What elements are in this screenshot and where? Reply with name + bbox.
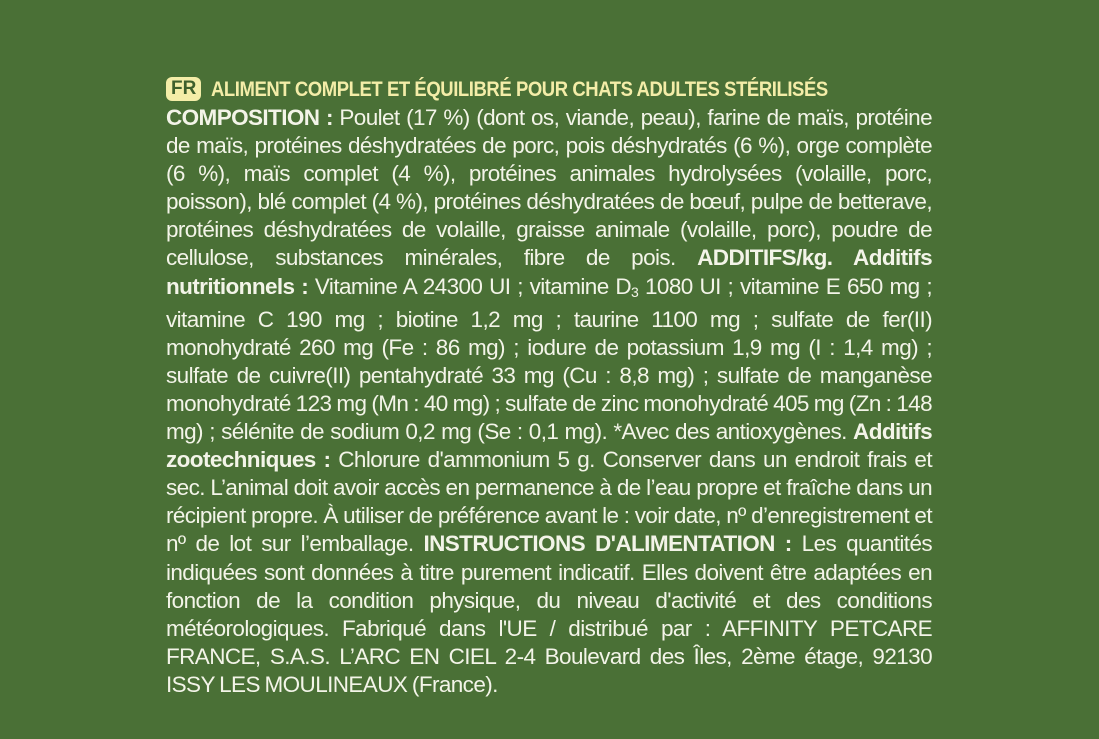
label-body — [166, 104, 932, 699]
additifs-text-rest: 1080 UI ; vitamine E 650 mg ; vitamine C 190 mg ; biotine 1,2 mg ; taurine 1100 mg ; sulfate de fer(II) monohydraté 260 mg (Fe : 86 mg) ; iodure de potassium 1,9 mg (I : 1,4 mg) ; sulfate de cuivre(II) pentahydraté 33 mg (Cu : 8,8 mg) ; sulfate de manganèse monohydraté 123 mg (Mn : 40 mg) ; sulfate de zinc monohydraté 405 mg (Zn : 148 mg) ; sélénite de sodium 0,2 mg (Se : 0,1 mg). *Avec des antioxygènes. — [166, 273, 932, 445]
product-title: ALIMENT COMPLET ET ÉQUILIBRÉ POUR CHATS ADULTES STÉRILISÉS — [211, 76, 829, 101]
label-header — [166, 74, 932, 104]
product-label — [166, 74, 932, 699]
zootechniques-text: Chlorure d'ammonium 5 g. Conserver dans un endroit frais et sec. L’animal doit avoir accès en permanence à de l’eau propre et fraîche dans un récipient propre. À utiliser de préférence avant le : voir date, nº d’enregistrement et nº de lot sur l’emballage. — [166, 447, 932, 557]
instructions-text: Les quantités indiquées sont données à titre purement indicatif. Elles doivent être adaptées en fonction de la condition physique, du niveau d'activité et des conditions météorologiques. Fabriqué dans l'UE / distribué par : AFFINITY PETCARE FRANCE, S.A.S. L’ARC EN CIEL 2-4 Boulevard des Îles, 2ème étage, 92130 ISSY LES MOULINEAUX (France). — [166, 531, 933, 697]
vitamin-d-subscript: 3 — [631, 283, 639, 300]
additifs-text-start: Vitamine A 24300 UI ; vitamine D — [308, 273, 632, 299]
additifs-heading: ADDITIFS/kg. Additifs nutritionnels : — [166, 245, 932, 299]
composition-text: Poulet (17 %) (dont os, viande, peau), farine de maïs, protéine de maïs, protéines déshydratées de porc, pois déshydratés (6 %), orge complète (6 %), maïs complet (4 %), protéines animales hydrolysées (volaille, porc, poisson), blé complet (4 %), protéines déshydratées de bœuf, pulpe de betterave, protéines déshydratées de volaille, graisse animale (volaille, porc), poudre de cellulose, substances minérales, fibre de pois. — [166, 105, 932, 271]
language-badge: FR — [166, 77, 201, 101]
instructions-heading: INSTRUCTIONS D'ALIMENTATION : — [423, 531, 792, 557]
composition-heading: COMPOSITION : — [166, 105, 333, 130]
zootechniques-heading: Additifs zootechniques : — [166, 419, 932, 473]
